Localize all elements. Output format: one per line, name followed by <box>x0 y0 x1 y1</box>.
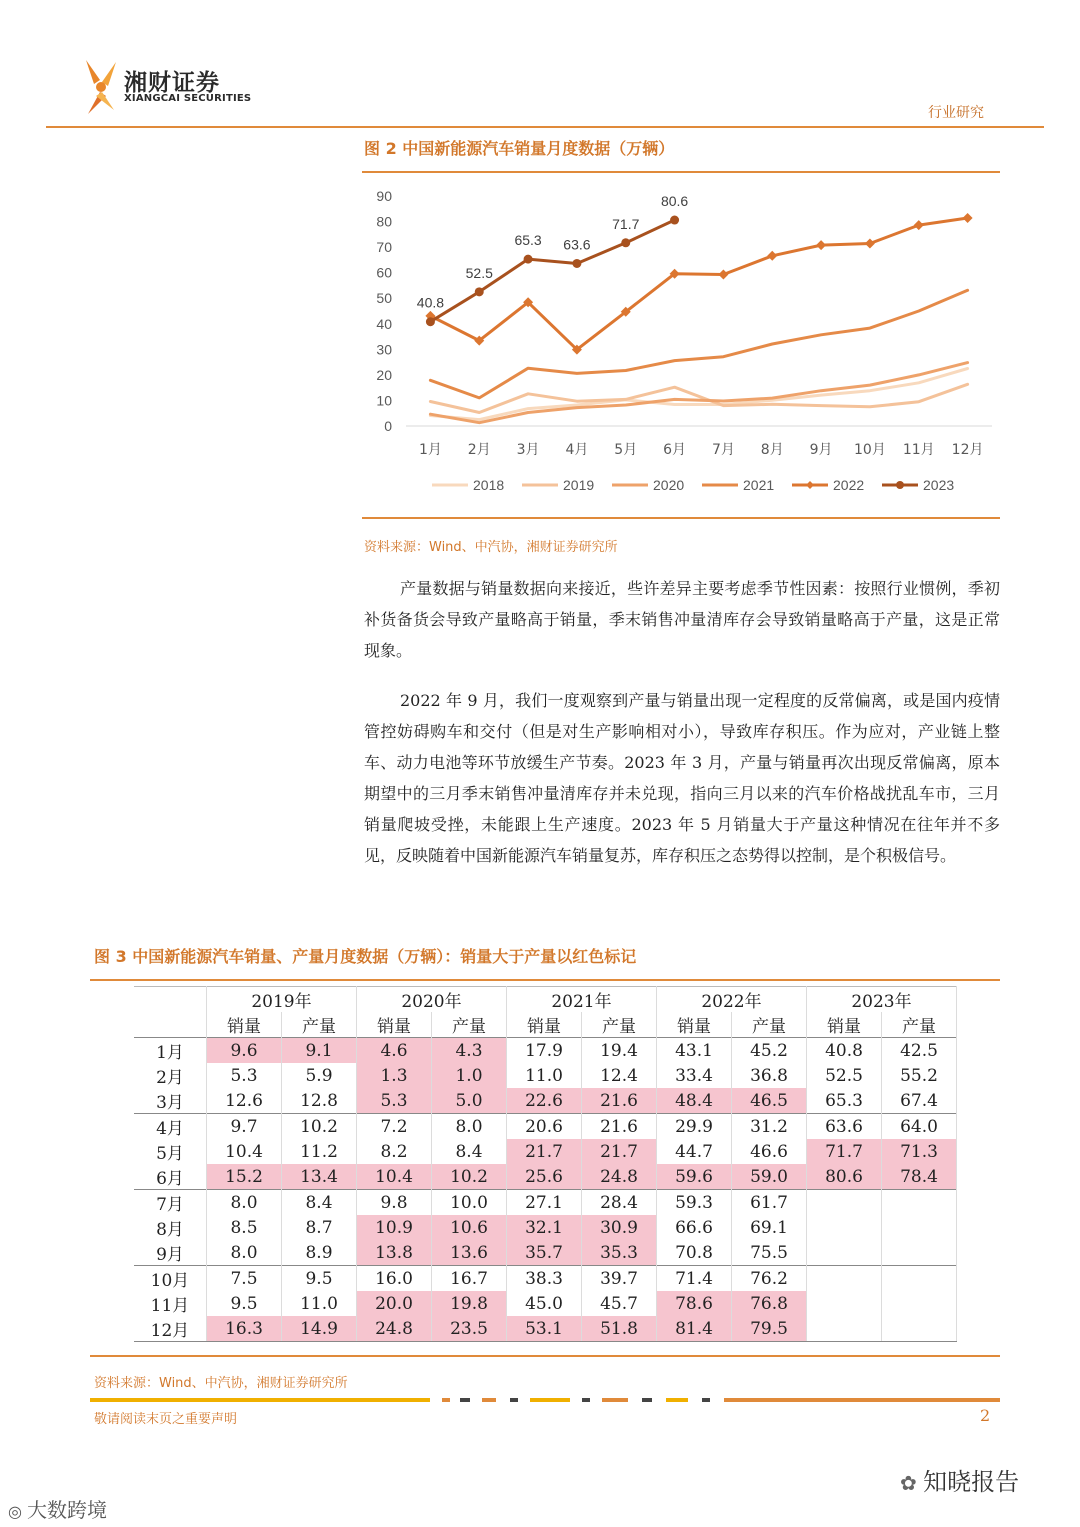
table-month-cell: 8月 <box>134 1215 207 1240</box>
data-label-2023: 65.3 <box>514 232 542 249</box>
data-point-2023 <box>524 255 533 264</box>
table-value-cell: 31.2 <box>732 1114 807 1140</box>
legend-label-2021: 2021 <box>743 477 775 493</box>
table-value-cell: 7.5 <box>207 1266 282 1292</box>
table-value-cell: 4.3 <box>432 1038 507 1064</box>
table-value-cell: 24.8 <box>357 1316 432 1342</box>
table-value-cell: 59.3 <box>657 1190 732 1216</box>
table-value-cell: 53.1 <box>507 1316 582 1342</box>
data-point-2022 <box>816 240 826 250</box>
table-value-cell: 8.0 <box>432 1114 507 1140</box>
table-value-cell: 76.2 <box>732 1266 807 1292</box>
table-value-cell <box>882 1316 957 1342</box>
table-sub-header: 产量 <box>732 1012 807 1038</box>
table-value-cell: 10.4 <box>207 1139 282 1164</box>
table-value-cell: 10.9 <box>357 1215 432 1240</box>
table-month-cell: 6月 <box>134 1164 207 1190</box>
table-value-cell: 8.5 <box>207 1215 282 1240</box>
table-row <box>134 1038 957 1064</box>
data-point-2022 <box>718 269 728 279</box>
table-value-cell: 19.4 <box>582 1038 657 1064</box>
x-tick-label: 4月 <box>565 442 589 458</box>
table-year-header: 2019年 <box>207 987 357 1013</box>
data-point-2022 <box>963 213 973 223</box>
table-value-cell: 11.2 <box>282 1139 357 1164</box>
table-value-cell: 10.0 <box>432 1190 507 1216</box>
table-value-cell: 14.9 <box>282 1316 357 1342</box>
table-value-cell <box>882 1266 957 1292</box>
data-label-2023: 80.6 <box>660 193 689 210</box>
table-value-cell <box>882 1240 957 1266</box>
table-value-cell: 81.4 <box>657 1316 732 1342</box>
disclaimer-notice: 敬请阅读末页之重要声明 <box>94 1412 238 1427</box>
table-value-cell: 8.9 <box>282 1240 357 1266</box>
header-divider <box>46 126 1044 128</box>
table-month-cell: 1月 <box>134 1038 207 1064</box>
table-value-cell: 79.5 <box>732 1316 807 1342</box>
y-tick-label: 70 <box>376 239 392 256</box>
table-value-cell: 39.7 <box>582 1266 657 1292</box>
table-value-cell: 46.5 <box>732 1088 807 1114</box>
table-value-cell <box>882 1291 957 1316</box>
table-value-cell <box>807 1291 882 1316</box>
y-tick-label: 20 <box>376 366 392 383</box>
table-value-cell: 20.0 <box>357 1291 432 1316</box>
footer-decor-bar <box>90 1398 1000 1402</box>
table-value-cell: 16.3 <box>207 1316 282 1342</box>
table-value-cell <box>807 1266 882 1292</box>
table-value-cell: 36.8 <box>732 1063 807 1088</box>
table-value-cell: 45.0 <box>507 1291 582 1316</box>
page-number: 2 <box>980 1406 991 1425</box>
x-tick-label: 9月 <box>809 442 833 458</box>
table-header-years <box>134 987 957 1013</box>
table-value-cell: 9.6 <box>207 1038 282 1064</box>
table-sub-header: 销量 <box>807 1012 882 1038</box>
table-value-cell: 28.4 <box>582 1190 657 1216</box>
table-value-cell: 59.0 <box>732 1164 807 1190</box>
table-value-cell: 21.6 <box>582 1114 657 1140</box>
table-value-cell <box>882 1215 957 1240</box>
table-value-cell: 40.8 <box>807 1038 882 1064</box>
table-month-cell: 4月 <box>134 1114 207 1140</box>
table-value-cell: 35.3 <box>582 1240 657 1266</box>
x-tick-label: 6月 <box>663 442 687 458</box>
sales-line-chart <box>362 180 1002 510</box>
table-value-cell: 51.8 <box>582 1316 657 1342</box>
y-tick-label: 50 <box>376 290 392 307</box>
table-value-cell: 8.4 <box>282 1190 357 1216</box>
data-point-2023 <box>670 216 679 225</box>
table-value-cell: 22.6 <box>507 1088 582 1114</box>
legend-label-2023: 2023 <box>923 477 955 493</box>
table-value-cell: 32.1 <box>507 1215 582 1240</box>
wechat-icon: ✿ <box>900 1471 924 1495</box>
table-month-cell: 11月 <box>134 1291 207 1316</box>
table-value-cell: 13.4 <box>282 1164 357 1190</box>
data-point-2022 <box>865 239 875 249</box>
figure2-top-rule <box>362 171 1000 173</box>
data-point-2023 <box>426 317 435 326</box>
data-point-2023 <box>475 287 484 296</box>
y-tick-label: 0 <box>384 418 392 434</box>
table-value-cell: 78.4 <box>882 1164 957 1190</box>
table-value-cell: 12.8 <box>282 1088 357 1114</box>
table-row <box>134 1291 957 1316</box>
table-month-cell: 7月 <box>134 1190 207 1216</box>
x-tick-label: 1月 <box>418 442 442 458</box>
table-value-cell: 63.6 <box>807 1114 882 1140</box>
table-value-cell <box>807 1316 882 1342</box>
table-value-cell: 71.4 <box>657 1266 732 1292</box>
table-value-cell: 12.4 <box>582 1063 657 1088</box>
table-value-cell: 21.7 <box>507 1139 582 1164</box>
table-value-cell: 24.8 <box>582 1164 657 1190</box>
table-value-cell: 65.3 <box>807 1088 882 1114</box>
table-value-cell: 30.9 <box>582 1215 657 1240</box>
table-month-cell: 12月 <box>134 1316 207 1342</box>
y-tick-label: 30 <box>376 341 392 358</box>
table-row <box>134 1139 957 1164</box>
table-value-cell: 9.1 <box>282 1038 357 1064</box>
table-value-cell: 25.6 <box>507 1164 582 1190</box>
table-month-cell: 2月 <box>134 1063 207 1088</box>
table-value-cell: 9.5 <box>207 1291 282 1316</box>
table-value-cell: 5.3 <box>357 1088 432 1114</box>
x-tick-label: 5月 <box>614 442 638 458</box>
figure2-source: 资料来源：Wind、中汽协，湘财证券研究所 <box>364 540 618 555</box>
legend-marker-2022 <box>806 481 814 489</box>
watermark-left <box>8 1494 107 1523</box>
table-value-cell: 59.6 <box>657 1164 732 1190</box>
table-row <box>134 1164 957 1190</box>
watermark-right-text: 知晓报告 <box>923 1468 1020 1496</box>
table-value-cell <box>807 1240 882 1266</box>
table-value-cell: 8.4 <box>432 1139 507 1164</box>
table-value-cell: 45.2 <box>732 1038 807 1064</box>
table-value-cell: 23.5 <box>432 1316 507 1342</box>
company-name-en: XIANGCAI SECURITIES <box>124 93 252 104</box>
table-value-cell: 5.3 <box>207 1063 282 1088</box>
report-category: 行业研究 <box>928 105 984 121</box>
legend-label-2022: 2022 <box>833 477 865 493</box>
table-header-sub <box>134 1012 957 1038</box>
table-value-cell: 46.6 <box>732 1139 807 1164</box>
table-value-cell <box>807 1215 882 1240</box>
legend-label-2018: 2018 <box>473 477 505 493</box>
x-tick-label: 3月 <box>516 442 540 458</box>
table-value-cell: 7.2 <box>357 1114 432 1140</box>
table-value-cell: 10.2 <box>282 1114 357 1140</box>
weibo-icon: ◎ <box>8 1502 28 1521</box>
watermark-right <box>900 1462 1019 1497</box>
y-tick-label: 60 <box>376 264 392 281</box>
x-tick-label: 8月 <box>760 442 784 458</box>
table-value-cell: 12.6 <box>207 1088 282 1114</box>
table-value-cell: 10.4 <box>357 1164 432 1190</box>
y-tick-label: 80 <box>376 213 392 230</box>
table-value-cell: 70.8 <box>657 1240 732 1266</box>
figure3-top-rule <box>90 979 1000 981</box>
figure2-title: 图 2 中国新能源汽车销量月度数据（万辆） <box>364 139 675 158</box>
figure3-title: 图 3 中国新能源汽车销量、产量月度数据（万辆）：销量大于产量以红色标记 <box>94 947 637 966</box>
table-value-cell: 45.7 <box>582 1291 657 1316</box>
table-value-cell: 29.9 <box>657 1114 732 1140</box>
table-sub-header: 销量 <box>207 1012 282 1038</box>
table-value-cell: 11.0 <box>507 1063 582 1088</box>
table-value-cell: 10.6 <box>432 1215 507 1240</box>
table-sub-header: 销量 <box>357 1012 432 1038</box>
table-value-cell: 75.5 <box>732 1240 807 1266</box>
table-value-cell <box>807 1190 882 1216</box>
table-corner-cell <box>134 987 207 1013</box>
table-value-cell: 38.3 <box>507 1266 582 1292</box>
table-value-cell: 13.6 <box>432 1240 507 1266</box>
table-row <box>134 1240 957 1266</box>
legend-marker-2023 <box>896 481 904 489</box>
sales-production-table <box>134 986 957 1342</box>
table-value-cell: 9.8 <box>357 1190 432 1216</box>
table-row <box>134 1215 957 1240</box>
data-point-2023 <box>572 259 581 268</box>
table-month-cell: 3月 <box>134 1088 207 1114</box>
paragraph-1: 产量数据与销量数据向来接近，些许差异主要考虑季节性因素：按照行业惯例，季初补货备货会导致产量略高于销量，季末销售冲量清库存会导致销量略高于产量，这是正常现象。 <box>364 579 1000 660</box>
table-value-cell: 71.7 <box>807 1139 882 1164</box>
table-row <box>134 1266 957 1292</box>
table-value-cell: 48.4 <box>657 1088 732 1114</box>
table-value-cell: 9.5 <box>282 1266 357 1292</box>
table-value-cell: 8.2 <box>357 1139 432 1164</box>
data-label-2023: 52.5 <box>465 264 493 281</box>
table-value-cell: 10.2 <box>432 1164 507 1190</box>
table-value-cell: 8.7 <box>282 1215 357 1240</box>
figure2-bottom-rule <box>362 517 1000 519</box>
data-label-2023: 40.8 <box>416 294 445 311</box>
table-row <box>134 1088 957 1114</box>
table-value-cell: 16.7 <box>432 1266 507 1292</box>
table-value-cell: 21.6 <box>582 1088 657 1114</box>
table-value-cell: 8.0 <box>207 1190 282 1216</box>
series-line-2022 <box>430 215 967 350</box>
table-value-cell: 55.2 <box>882 1063 957 1088</box>
table-row <box>134 1114 957 1140</box>
data-label-2023: 71.7 <box>612 215 640 232</box>
table-year-header: 2022年 <box>657 987 807 1013</box>
watermark-left-text: 大数跨境 <box>27 1498 108 1522</box>
table-value-cell: 16.0 <box>357 1266 432 1292</box>
table-month-cell: 9月 <box>134 1240 207 1266</box>
table-year-header: 2021年 <box>507 987 657 1013</box>
table-sub-header: 产量 <box>882 1012 957 1038</box>
y-tick-label: 90 <box>376 188 392 204</box>
table-value-cell: 9.7 <box>207 1114 282 1140</box>
table-corner-cell <box>134 1012 207 1038</box>
table-row <box>134 1063 957 1088</box>
table-month-cell: 5月 <box>134 1139 207 1164</box>
table-value-cell: 33.4 <box>657 1063 732 1088</box>
table-sub-header: 销量 <box>657 1012 732 1038</box>
legend-label-2020: 2020 <box>653 477 685 493</box>
table-row <box>134 1190 957 1216</box>
table-value-cell: 17.9 <box>507 1038 582 1064</box>
table-value-cell: 52.5 <box>807 1063 882 1088</box>
paragraph-2: 2022 年 9 月，我们一度观察到产量与销量出现一定程度的反常偏离，或是国内疫情管控妨碍购车和交付（但是对生产影响相对小），导致库存积压。作为应对，产业链上整车、动力电池等环节放缓生产节奏。2023 年 3 月，产量与销量再次出现反常偏离，原本期望中的三月季末销售冲量清库存并未兑现，指向三月以来的汽车价格战扰乱车市，三月销量爬坡受挫，未能跟上生产速度。2023 年 5 月销量大于产量这种情况在往年并不多见，反映随着中国新能源汽车销量复苏，库存积压之态势得以控制，是个积极信号。 <box>364 691 1000 865</box>
x-tick-label: 10月 <box>854 442 886 458</box>
x-tick-label: 11月 <box>902 442 935 458</box>
table-sub-header: 产量 <box>582 1012 657 1038</box>
table-value-cell: 21.7 <box>582 1139 657 1164</box>
table-value-cell: 4.6 <box>357 1038 432 1064</box>
table-value-cell <box>882 1190 957 1216</box>
table-value-cell: 71.3 <box>882 1139 957 1164</box>
series-line-2018 <box>430 369 967 420</box>
y-tick-label: 40 <box>376 315 392 332</box>
x-tick-label: 7月 <box>711 442 735 458</box>
table-value-cell: 5.0 <box>432 1088 507 1114</box>
table-value-cell: 80.6 <box>807 1164 882 1190</box>
table-value-cell: 8.0 <box>207 1240 282 1266</box>
table-value-cell: 27.1 <box>507 1190 582 1216</box>
table-value-cell: 1.0 <box>432 1063 507 1088</box>
table-value-cell: 20.6 <box>507 1114 582 1140</box>
table-sub-header: 产量 <box>432 1012 507 1038</box>
company-name-cn: 湘财证券 <box>124 70 220 96</box>
table-sub-header: 产量 <box>282 1012 357 1038</box>
table-value-cell: 5.9 <box>282 1063 357 1088</box>
table-value-cell: 64.0 <box>882 1114 957 1140</box>
data-point-2022 <box>767 251 777 261</box>
table-year-header: 2020年 <box>357 987 507 1013</box>
company-logo-icon <box>84 58 118 116</box>
table-value-cell: 11.0 <box>282 1291 357 1316</box>
table-value-cell: 44.7 <box>657 1139 732 1164</box>
table-value-cell: 35.7 <box>507 1240 582 1266</box>
data-point-2023 <box>621 238 630 247</box>
table-month-cell: 10月 <box>134 1266 207 1292</box>
table-row <box>134 1316 957 1342</box>
data-label-2023: 63.6 <box>563 236 591 253</box>
table-value-cell: 43.1 <box>657 1038 732 1064</box>
x-tick-label: 2月 <box>467 442 491 458</box>
table-value-cell: 66.6 <box>657 1215 732 1240</box>
table-value-cell: 78.6 <box>657 1291 732 1316</box>
table-value-cell: 1.3 <box>357 1063 432 1088</box>
table-value-cell: 15.2 <box>207 1164 282 1190</box>
y-tick-label: 10 <box>376 392 392 409</box>
table-value-cell: 61.7 <box>732 1190 807 1216</box>
table-value-cell: 19.8 <box>432 1291 507 1316</box>
legend-label-2019: 2019 <box>563 477 595 493</box>
data-point-2022 <box>914 220 924 230</box>
table-value-cell: 42.5 <box>882 1038 957 1064</box>
table-value-cell: 76.8 <box>732 1291 807 1316</box>
table-sub-header: 销量 <box>507 1012 582 1038</box>
figure3-source: 资料来源：Wind、中汽协，湘财证券研究所 <box>94 1376 348 1391</box>
table-value-cell: 13.8 <box>357 1240 432 1266</box>
table-year-header: 2023年 <box>807 987 957 1013</box>
x-tick-label: 12月 <box>951 442 984 458</box>
table-value-cell: 67.4 <box>882 1088 957 1114</box>
figure3-bottom-rule <box>90 1355 1000 1357</box>
table-value-cell: 69.1 <box>732 1215 807 1240</box>
